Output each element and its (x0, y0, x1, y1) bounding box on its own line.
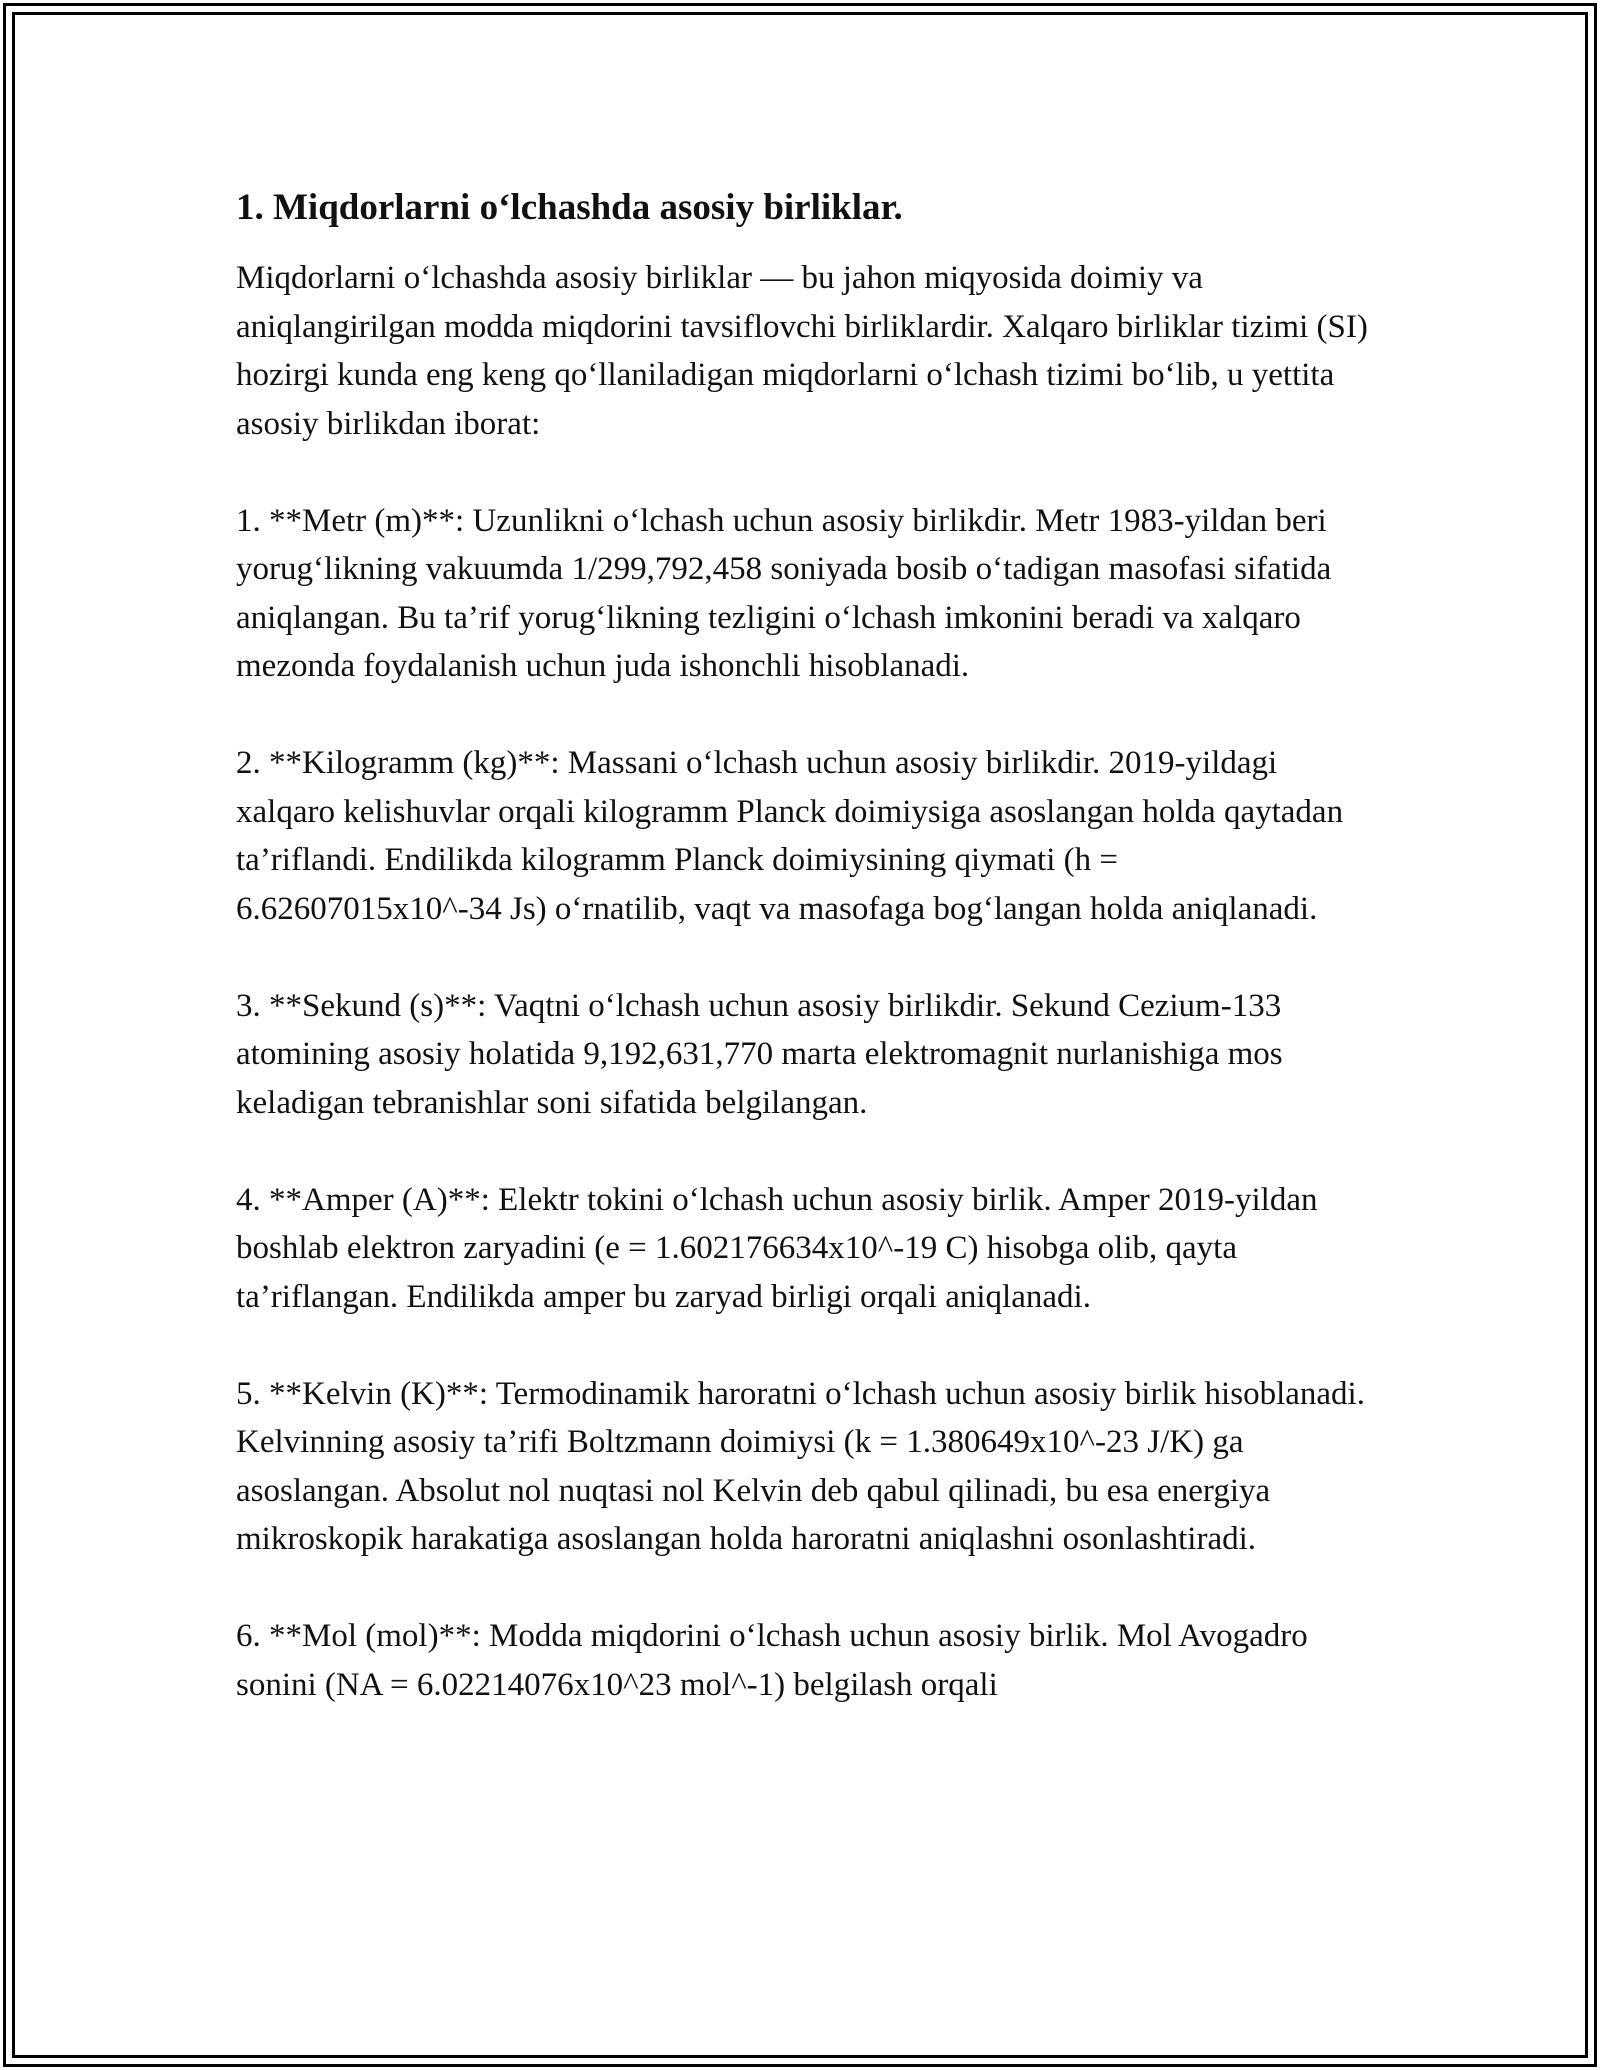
metr-paragraph: 1. **Metr (m)**: Uzunlikni o‘lchash uchun asosiy birlikdir. Metr 1983-yildan beri yorug‘likning vakuumda 1/299,792,458 soniyada bosib o‘tadigan masofasi sifatida aniqlangan. Bu ta’rif yorug‘likning tezligini o‘lchash imkonini beradi va xalqaro mezonda foydalanish uchun juda ishonchli hisoblanadi. (236, 502, 1332, 684)
section-heading: 1. Miqdorlarni o‘lchashda asosiy birliklar. (236, 187, 903, 228)
intro-paragraph: Miqdorlarni o‘lchashda asosiy birliklar — bu jahon miqyosida doimiy va aniqlangirilgan modda miqdorini tavsiflovchi birliklardir. Xalqaro birliklar tizimi (SI) hozirgi kunda eng keng qo‘llaniladigan miqdorlarni o‘lchash tizimi bo‘lib, u yettita asosiy birlikdan iborat: (236, 260, 1368, 442)
amper-paragraph: 4. **Amper (A)**: Elektr tokini o‘lchash uchun asosiy birlik. Amper 2019-yildan boshlab elektron zaryadini (e = 1.602176634x10^-19 C) hisobga olib, qayta ta’riflangan. Endilikda amper bu zaryad birligi orqali aniqlanadi. (236, 1181, 1318, 1315)
document-body (236, 184, 1376, 1758)
mol-paragraph: 6. **Mol (mol)**: Modda miqdorini o‘lchash uchun asosiy birlik. Mol Avogadro sonini (NA = 6.02214076x10^23 mol^-1) belgilash orqali (236, 1618, 1308, 1703)
sekund-paragraph: 3. **Sekund (s)**: Vaqtni o‘lchash uchun asosiy birlikdir. Sekund Cezium-133 atomining asosiy holatida 9,192,631,770 marta elektromagnit nurlanishiga mos keladigan tebranishlar soni sifatida belgilangan. (236, 987, 1283, 1121)
kelvin-paragraph: 5. **Kelvin (K)**: Termodinamik haroratni o‘lchash uchun asosiy birlik hisoblanadi. Kelvinning asosiy ta’rifi Boltzmann doimiysi (k = 1.380649x10^-23 J/K) ga asoslangan. Absolut nol nuqtasi nol Kelvin deb qabul qilinadi, bu esa energiya mikroskopik harakatiga asoslangan holda haroratni aniqlashni osonlashtiradi. (236, 1375, 1365, 1557)
kilogramm-paragraph: 2. **Kilogramm (kg)**: Massani o‘lchash uchun asosiy birlikdir. 2019-yildagi xalqaro kelishuvlar orqali kilogramm Planck doimiysiga asoslangan holda qaytadan ta’riflandi. Endilikda kilogramm Planck doimiysining qiymati (h = 6.62607015x10^-34 Js) o‘rnatilib, vaqt va masofaga bog‘langan holda aniqlanadi. (236, 745, 1344, 927)
